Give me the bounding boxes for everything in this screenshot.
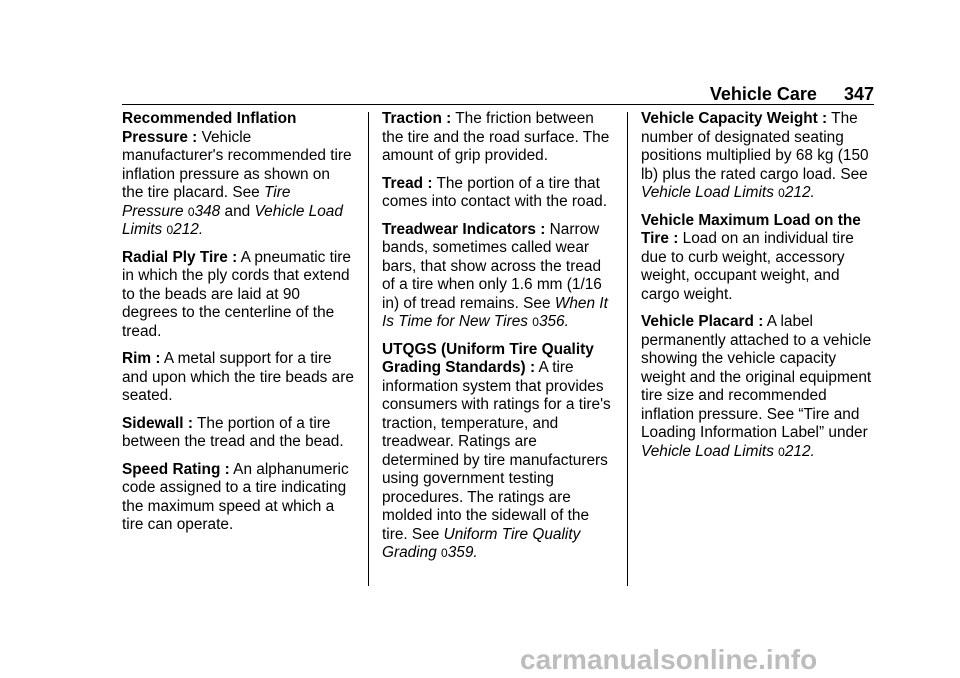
term: Treadwear Indicators :: [382, 220, 546, 238]
entry-vehicle-placard: [641, 313, 873, 461]
definition: A tire information system that provides consumers with ratings for a tire's traction, temperature, and treadwear. Ratings are determined by tire manufacturers using government testing procedures. The ratings are molded into the sidewall of the tire. See: [382, 359, 611, 543]
page-ref[interactable]: 212.: [173, 221, 204, 238]
page-ref-arrow-icon: 0: [532, 315, 539, 329]
cross-reference-link[interactable]: Tire Pressure: [122, 184, 291, 220]
column-1: [122, 110, 354, 544]
page-ref[interactable]: 212.: [784, 442, 815, 460]
term: Vehicle Capacity Weight :: [641, 110, 828, 127]
watermark-text: carmanualsonline.info: [520, 644, 818, 675]
page-ref-arrow-icon: 0: [778, 186, 785, 200]
entry-utqgs: [382, 341, 614, 563]
cross-reference-link[interactable]: When It Is Time for New Tires: [382, 294, 608, 330]
definition: A metal support for a tire and upon which the tire beads are seated.: [122, 350, 354, 404]
cross-reference-link[interactable]: Vehicle Load Limits: [641, 442, 774, 460]
page-ref-arrow-icon: 0: [166, 223, 174, 237]
entry-radial-ply-tire: [122, 249, 354, 342]
definition: The portion of a tire that comes into contact with the road.: [382, 174, 607, 210]
term: Tread :: [382, 174, 433, 192]
entry-recommended-inflation-pressure: [122, 110, 354, 240]
page-ref[interactable]: 356.: [538, 313, 569, 330]
definition: A label permanently attached to a vehicle showing the vehicle capacity weight and the original equipment tire size and recommended inflation pressure. See “Tire and Loading Information Label” under: [641, 313, 872, 441]
page-ref-arrow-icon: 0: [778, 444, 785, 459]
entry-vehicle-maximum-load: [641, 212, 873, 305]
definition: A pneumatic tire in which the ply cords that extend to the beads are laid at 90 degrees to the centerline of the tread.: [122, 248, 351, 340]
conjunction: and: [220, 202, 255, 220]
page-ref-arrow-icon: 0: [441, 546, 448, 560]
term: Recommended Inflation Pressure :: [122, 110, 297, 146]
header-rule: [122, 104, 874, 105]
page-ref-arrow-icon: 0: [187, 204, 195, 219]
entry-treadwear-indicators: [382, 221, 614, 332]
entry-traction: [382, 110, 614, 166]
entry-tread: [382, 175, 614, 212]
term: Rim :: [122, 350, 161, 367]
page-ref[interactable]: 359.: [447, 544, 478, 561]
cross-reference-link[interactable]: Uniform Tire Quality Grading: [382, 525, 581, 561]
term: Vehicle Maximum Load on the Tire :: [641, 211, 861, 247]
term: Radial Ply Tire :: [122, 248, 238, 266]
definition: The friction between the tire and the road surface. The amount of grip provided.: [382, 110, 610, 164]
page-header: [710, 84, 874, 105]
section-title: Vehicle Care: [709, 84, 817, 104]
column-divider-1: [368, 112, 369, 586]
column-3: [641, 110, 873, 470]
column-divider-2: [627, 112, 628, 586]
term: Sidewall :: [122, 414, 193, 432]
term: Vehicle Placard :: [641, 313, 764, 330]
page-ref[interactable]: 348: [194, 202, 221, 220]
page-ref[interactable]: 212.: [784, 184, 815, 201]
cross-reference-link[interactable]: Vehicle Load Limits: [122, 202, 343, 238]
entry-sidewall: [122, 415, 354, 452]
page-number: 347: [843, 84, 874, 104]
definition: Load on an individual tire due to curb weight, accessory weight, occupant weight, and cargo weight.: [641, 230, 854, 303]
term: UTQGS (Uniform Tire Quality Grading Standards) :: [382, 340, 594, 376]
term: Speed Rating :: [122, 460, 230, 478]
term: Traction :: [382, 110, 452, 127]
definition: Vehicle manufacturer's recommended tire inflation pressure as shown on the tire placard. See: [122, 128, 352, 201]
definition: The number of designated seating positions multiplied by 68 kg (150 lb) plus the rated cargo load. See: [641, 110, 869, 183]
entry-vehicle-capacity-weight: [641, 110, 873, 203]
column-2: [382, 110, 614, 572]
definition: An alphanumeric code assigned to a tire indicating the maximum speed at which a tire can operate.: [122, 460, 349, 533]
definition: The portion of a tire between the tread and the bead.: [122, 414, 344, 450]
entry-rim: [122, 350, 354, 406]
entry-speed-rating: [122, 461, 354, 535]
cross-reference-link[interactable]: Vehicle Load Limits: [641, 184, 774, 201]
definition: Narrow bands, sometimes called wear bars, that show across the tread of a tire when only 1.6 mm (1/16 in) of tread remains. See: [382, 220, 602, 312]
